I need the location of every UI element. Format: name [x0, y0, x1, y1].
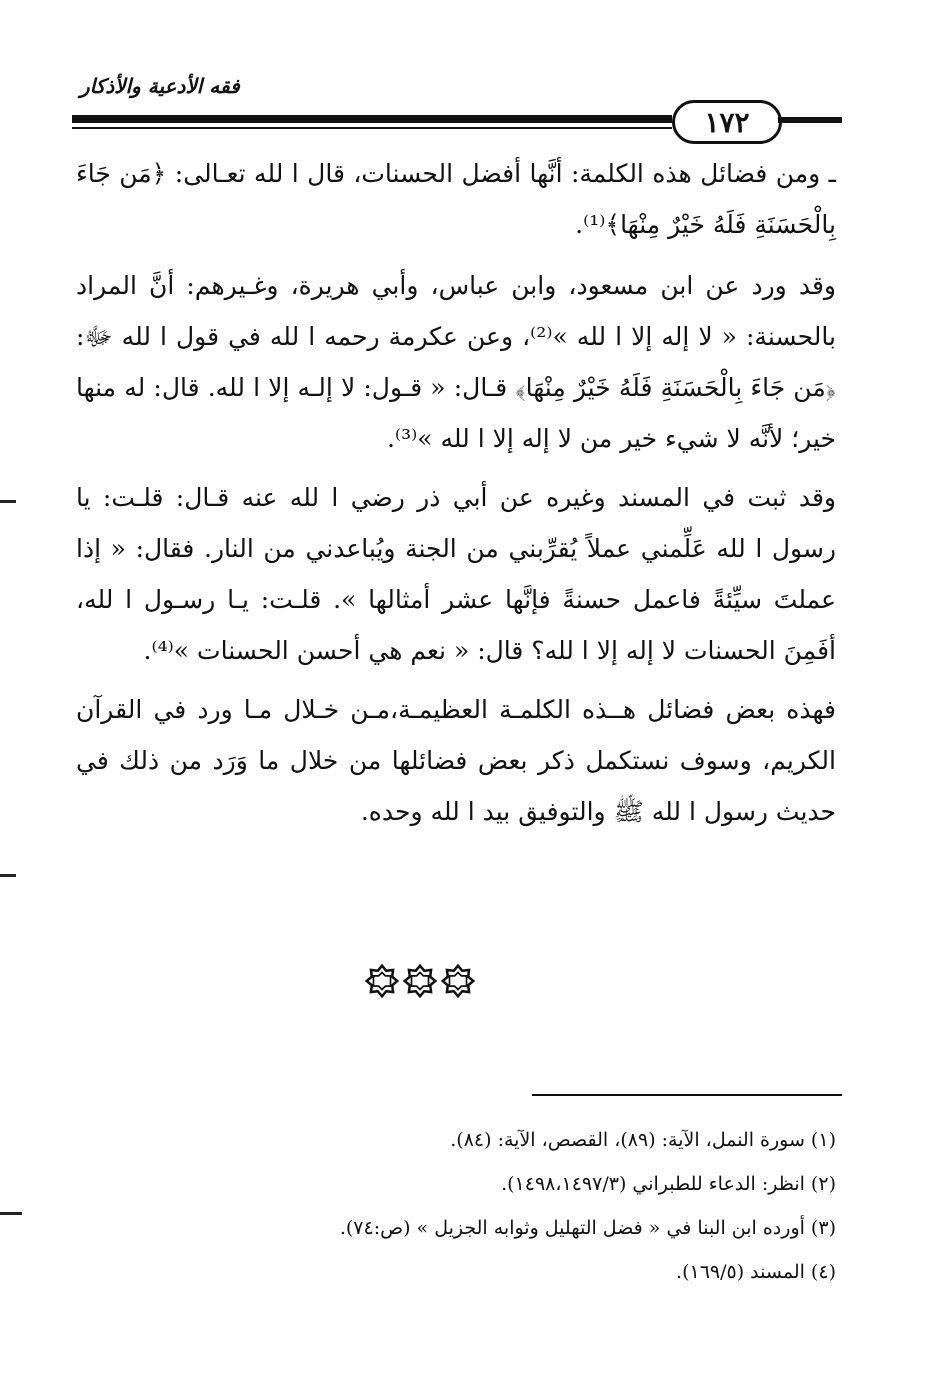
paragraph: فهذه بعض فضائل هــذه الكلمـة العظيمـة،مـن خـلال مـا ورد في القرآن الكريم، وسوف نستكمل ذكر بعض فضائلها من خلال ما وَرَد من ذلك في حديث رسول ا لله ﷺ والتوفيق بيد ا لله وحده. [76, 695, 836, 826]
star-rosette-icon [441, 964, 475, 998]
scan-edge-mark [0, 874, 16, 877]
page-number: ١٧٢ [704, 105, 750, 139]
page-header [72, 70, 842, 140]
header-rule-thin [72, 127, 672, 129]
footnote: (٣) أورده ابن البنا في « فضل التهليل وثوابه الجزيل » (ص:٧٤). [339, 1217, 836, 1239]
star-rosette-icon [403, 964, 437, 998]
paragraph: وقد ورد عن ابن مسعود، وابن عباس، وأبي هريرة، وغـيرهم: أنَّ المراد بالحسنة: « لا إله إلا ا لله »⁽²⁾، وعن عكرمة رحمه ا لله في قول ا لله ﷻ: ﴿مَن جَاءَ بِالْحَسَنَةِ فَلَهُ خَيْرٌ مِنْهَا﴾ قـال: « قـول: لا إلـه إلا ا لله. قال: له منها خير؛ لأنَّه لا شيء خير من لا إله إلا ا لله »⁽³⁾. [76, 271, 836, 453]
scan-edge-mark [0, 500, 16, 503]
footnotes [120, 1118, 836, 1294]
footnote: (١) سورة النمل، الآية: (٨٩)، القصص، الآية: (٨٤). [450, 1129, 836, 1151]
paragraph: وقد ثبت في المسند وغيره عن أبي ذر رضي ا لله عنه قـال: قلـت: يا رسول ا لله عَلِّمني عملاً يُقرِّبني من الجنة ويُباعدني من النار. فقال: « إذا عملتَ سيِّئةً فاعمل حسنةً فإنَّها عشر أمثالها ». قلـت: يـا رسـول ا لله، أفَمِنَ الحسنات لا إله إلا ا لله؟ قال: « نعم هي أحسن الحسنات »⁽⁴⁾. [76, 483, 836, 665]
footnote: (٢) انظر: الدعاء للطبراني (١٤٩٨،١٤٩٧/٣). [501, 1173, 836, 1195]
page-number-badge [672, 100, 782, 144]
footnote: (٤) المسند (١٦٩/٥). [676, 1261, 836, 1283]
star-rosette-icon [365, 964, 399, 998]
header-rule-thick [72, 115, 672, 123]
section-ornament [360, 964, 480, 1004]
header-rule-right [778, 117, 842, 123]
paragraph: ـ ومن فضائل هذه الكلمة: أنَّها أفضل الحسنات، قال ا لله تعـالى: ﴿مَن جَاءَ بِالْحَسَنَةِ فَلَهُ خَيْرٌ مِنْهَا﴾⁽¹⁾. [76, 159, 836, 239]
scan-edge-mark [0, 1212, 22, 1215]
main-text [76, 148, 836, 845]
running-title: فقه الأدعية والأذكار [80, 74, 240, 98]
footnote-separator [532, 1094, 842, 1096]
